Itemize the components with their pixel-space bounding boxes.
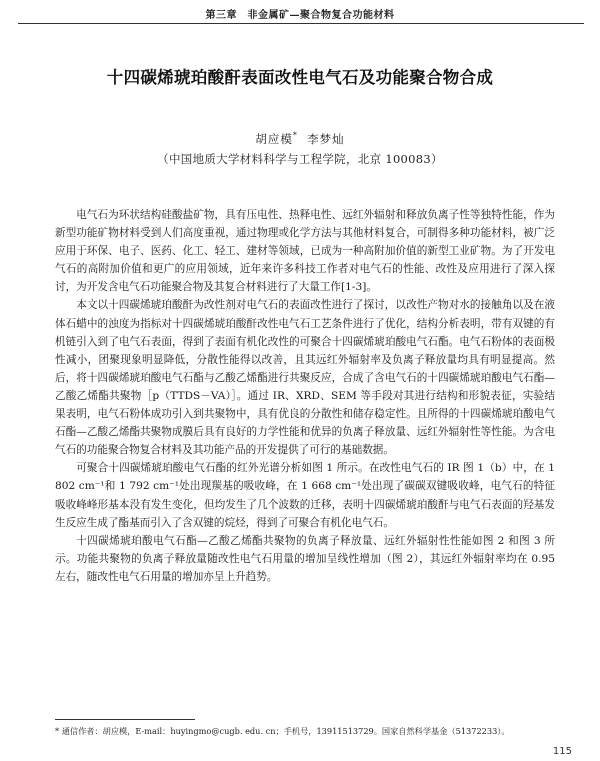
author-hu: 胡应模: [255, 132, 293, 146]
page-number: 115: [552, 746, 572, 757]
paragraph-4: 十四碳烯琥珀酸电气石酯—乙酸乙烯酯共聚物的负离子释放量、远红外辐射性性能如图 2 和图 3 所示。功能共聚物的负离子释放量随改性电气石用量的增加呈线性增加（图 2），其远红外辐射率均在 0.95 左右，随改性电气石用量的增加亦呈上升趋势。: [55, 534, 555, 583]
paragraph-2: 本文以十四碳烯琥珀酸酐为改性剂对电气石的表面改性进行了探讨，以改性产物对水的接触角以及在液体石蜡中的浊度为指标对十四碳烯琥珀酸酐改性电气石工艺条件进行了优化，结构分析表明，带有双键的有机链引入到了电气石表面，得到了表面有机化改性的可聚合十四碳烯琥珀酸电气石酯。电气石粉体的表面极性减小，团聚现象明显降低，分散性能得以改善，且其远红外辐射率及负离子释放量均具有明显提高。然后，将十四碳烯琥珀酸电气石酯与乙酸乙烯酯进行共聚反应，合成了含电气石的十四碳烯琥珀酸电气石酯—乙酸乙烯酯共聚物［p（TTDS－VA）］。通过 IR、XRD、SEM 等手段对其进行结构和形貌表征，实验结果表明，电气石粉体成功引入到共聚物中，具有优良的分散性和储存稳定性。且所得的十四碳烯琥珀酸电气石酯—乙酸乙烯酯共聚物成膜后具有良好的力学性能和优异的负离子释放量、远红外辐射性等性能。为含电气石的功能聚合物复合材料及其功能产品的开发提供了可行的基础数据。: [55, 299, 555, 457]
affiliation: （中国地质大学材料科学与工程学院，北京 100083）: [157, 152, 443, 166]
paragraph-3: 可聚合十四碳烯琥珀酸电气石酯的红外光谱分析如图 1 所示。在改性电气石的 IR 图 1（b）中，在 1 802 cm⁻¹和 1 792 cm⁻¹处出现羰基的吸收峰，在 1 668 cm⁻¹处出现了碳碳双键吸收峰，电气石的特征吸收峰峰形基本没有发生变化，但均发生了几个波数的迁移，表明十四碳烯琥珀酸酐与电气石表面的羟基发生反应生成了酯基而引入了含双键的烷烃，得到了可聚合有机化电气石。: [55, 462, 555, 529]
running-header: 第三章 非金属矿—聚合物复合功能材料: [205, 10, 395, 21]
header-rule: [18, 23, 584, 24]
paper-title: 十四碳烯琥珀酸酐表面改性电气石及功能聚合物合成: [106, 68, 494, 87]
footnote: * 通信作者：胡应模，E-mail：huyingmo@cugb. edu. cn；手机号，13911513729。国家自然科学基金（51372233）。: [55, 726, 510, 736]
body-text: [55, 206, 555, 586]
paragraph-1: 电气石为环状结构硅酸盐矿物，具有压电性、热释电性、远红外辐射和释放负离子性等独特性能，作为新型功能矿物材料受到人们高度重视，通过物理或化学方法与其他材料复合，可制得多种功能材料，被广泛应用于环保、电子、医药、化工、轻工、建材等领域，已成为一种高附加价值的新型工业矿物。为了开发电气石的高附加价值和更广的应用领域，近年来许多科技工作者对电气石的性能、改性及应用进行了深入探讨，为开发含电气石功能聚合物及其复合材料进行了大量工作[1-3]。: [55, 209, 555, 294]
corresponding-mark: *: [292, 131, 298, 141]
author-line: [0, 131, 600, 147]
footnote-rule: [55, 719, 195, 720]
author-li: 李梦灿: [307, 132, 345, 146]
